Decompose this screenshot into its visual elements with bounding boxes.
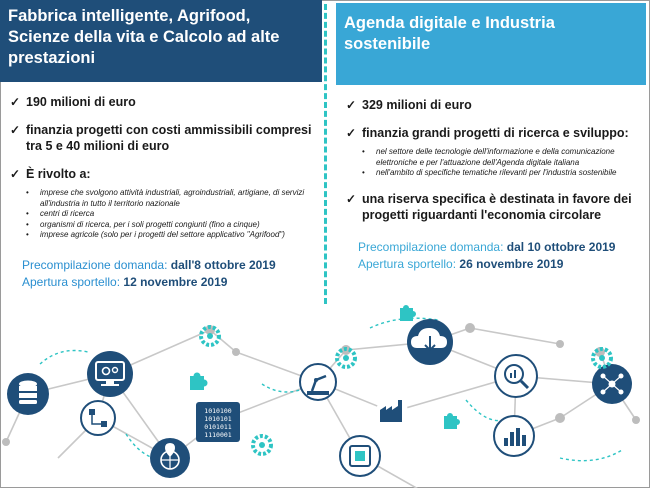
binary-chip-icon	[196, 402, 240, 442]
left-date-apertura	[22, 274, 322, 291]
left-dates	[0, 257, 322, 291]
flowchart-icon	[81, 401, 115, 435]
right-amount: 329 milioni di euro	[362, 98, 472, 112]
puzzle-icon	[400, 305, 416, 321]
check-icon: ✓	[346, 126, 357, 140]
right-date-precompilazione	[358, 239, 646, 256]
right-title: Agenda digitale e Industria sostenibile	[336, 3, 646, 85]
left-panel	[0, 0, 322, 291]
binary-line: 0101011	[204, 423, 232, 431]
cpu-chip-icon	[340, 436, 380, 476]
binary-line: 1110001	[204, 431, 232, 439]
right-dates	[336, 239, 646, 273]
check-icon: ✓	[10, 95, 21, 109]
right-reserve-item	[336, 191, 646, 223]
left-amount: 190 milioni di euro	[26, 95, 136, 109]
right-sector-list	[336, 147, 646, 179]
list-item: • imprese che svolgono attività industriali, agroindustriali, artigiane, di servizi all'industria in tutto il territorio nazionale	[26, 188, 322, 209]
right-date-apertura	[358, 256, 646, 273]
bar-chart-icon	[494, 416, 534, 456]
share-network-icon	[592, 364, 632, 404]
factory-icon	[376, 396, 408, 428]
date-value: 12 novembre 2019	[123, 274, 228, 289]
dashed-divider	[324, 4, 327, 304]
binary-line: 1010100	[204, 407, 232, 415]
date-value: dal 10 ottobre 2019	[506, 239, 616, 254]
left-target-list	[0, 188, 322, 241]
left-title: Fabbrica intelligente, Agrifood, Scienze della vita e Calcolo ad alte prestazioni	[0, 0, 322, 82]
right-reserve: una riserva specifica è destinata in favore dei progetti riguardanti l'economia circolare	[362, 191, 632, 222]
puzzle-icon	[190, 373, 208, 391]
gear-icon	[253, 436, 271, 454]
right-finance-item	[336, 125, 646, 141]
right-panel	[336, 0, 646, 273]
date-label: Precompilazione domanda:	[358, 239, 507, 254]
date-label: Apertura sportello:	[22, 274, 124, 289]
left-target-item	[0, 166, 322, 182]
left-finance: finanzia progetti con costi ammissibili compresi tra 5 e 40 milioni di euro	[26, 123, 312, 153]
left-finance-item	[0, 122, 322, 154]
right-amount-item	[336, 97, 646, 113]
robot-arm-icon	[300, 364, 336, 400]
list-item: • nell'ambito di specifiche tematiche rilevanti per l'industria sostenibile	[362, 168, 646, 179]
database-icon	[7, 373, 49, 415]
globe-location-icon	[150, 438, 190, 478]
binary-line: 1010101	[204, 415, 232, 423]
list-item: • centri di ricerca	[26, 209, 322, 220]
date-label: Apertura sportello:	[358, 256, 460, 271]
check-icon: ✓	[346, 191, 357, 206]
check-icon: ✓	[10, 123, 21, 137]
date-value: dall'8 ottobre 2019	[170, 257, 276, 272]
date-label: Precompilazione domanda:	[22, 257, 171, 272]
list-item: • imprese agricole (solo per i progetti del settore applicativo "Agrifood")	[26, 230, 322, 241]
network-illustration	[0, 300, 650, 488]
left-date-precompilazione	[22, 257, 322, 274]
list-item: • nel settore delle tecnologie dell'informazione e della comunicazione elettroniche e per l'attuazione dell'Agenda digitale italiana	[362, 147, 646, 168]
analytics-search-icon	[495, 355, 537, 397]
check-icon: ✓	[10, 167, 21, 181]
left-target-heading: È rivolto a:	[26, 167, 91, 181]
cloud-download-icon	[407, 319, 453, 365]
list-item: • organismi di ricerca, per i soli progetti congiunti (fino a cinque)	[26, 220, 322, 231]
left-amount-item	[0, 94, 322, 110]
check-icon: ✓	[346, 98, 357, 112]
right-finance: finanzia grandi progetti di ricerca e sviluppo:	[362, 126, 629, 140]
puzzle-icon	[444, 413, 460, 429]
computer-settings-icon	[87, 351, 133, 397]
date-value: 26 novembre 2019	[459, 256, 564, 271]
